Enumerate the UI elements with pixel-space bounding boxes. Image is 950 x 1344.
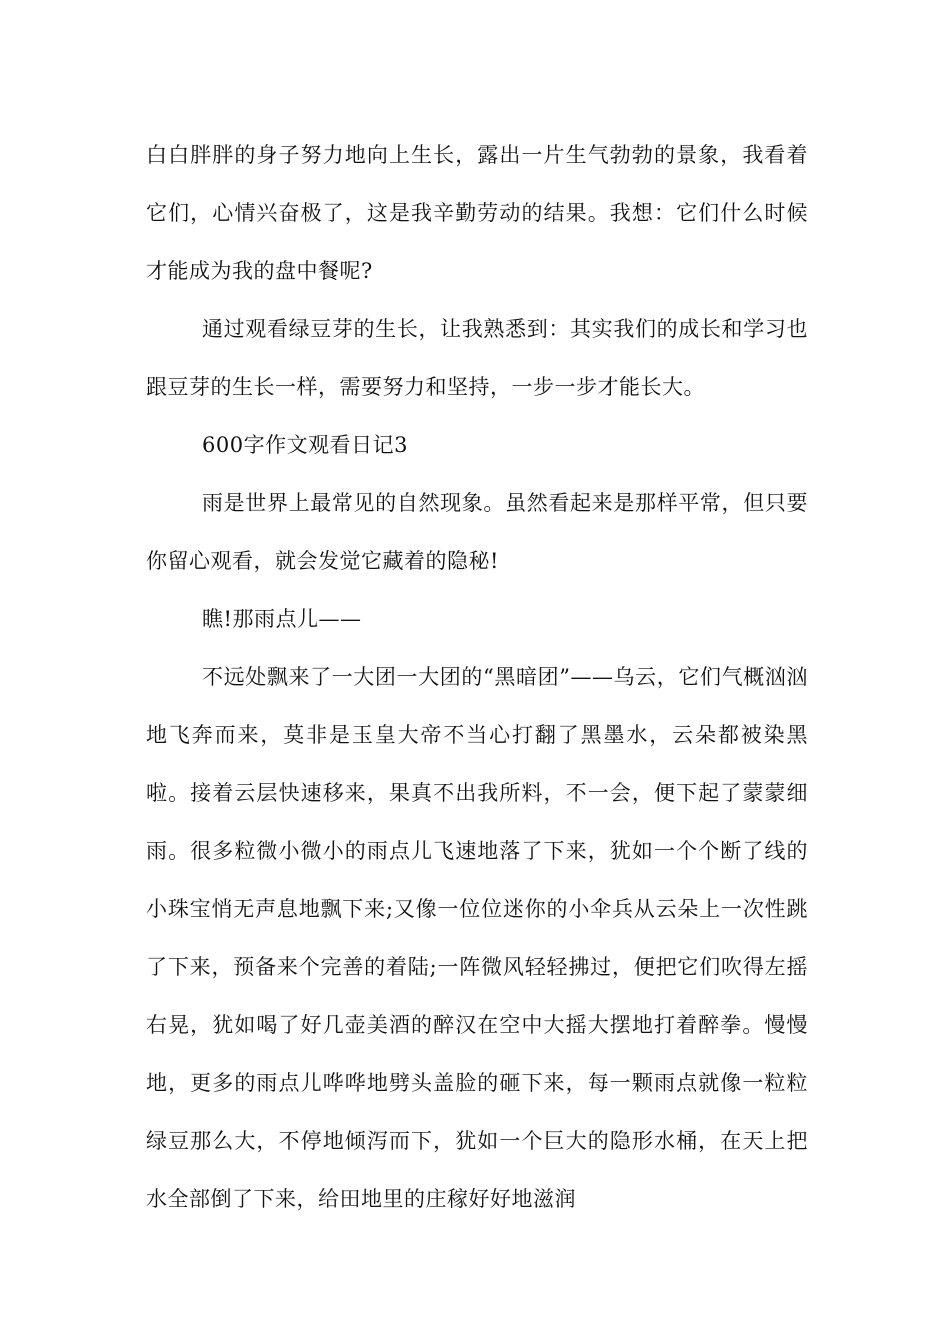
document-body (146, 126, 808, 1228)
paragraph-4: 瞧!那雨点儿—— (202, 607, 362, 631)
paragraph-2: 通过观看绿豆芽的生长，让我熟悉到：其实我们的成长和学习也跟豆芽的生长一样，需要努力和坚持，一步一步才能长大。 (146, 317, 808, 399)
paragraph-5: 不远处飘来了一大团一大团的“黑暗团”——乌云，它们气概汹汹地飞奔而来，莫非是玉皇大帝不当心打翻了黑墨水，云朵都被染黑啦。接着云层快速移来，果真不出我所料，不一会，便下起了蒙蒙细雨。很多粒微小微小的雨点儿飞速地落了下来，犹如一个个断了线的小珠宝悄无声息地飘下来;又像一位位迷你的小伞兵从云朵上一次性跳了下来，预备来个完善的着陆;一阵微风轻轻拂过，便把它们吹得左摇右晃，犹如喝了好几壶美酒的醉汉在空中大摇大摆地打着醉拳。慢慢地，更多的雨点儿哗哗地劈头盖脸的砸下来，每一颗雨点就像一粒粒绿豆那么大，不停地倾泻而下，犹如一个巨大的隐形水桶，在天上把水全部倒了下来，给田地里的庄稼好好地滋润 (146, 665, 808, 1211)
paragraph-3: 雨是世界上最常见的自然现象。虽然看起来是那样平常，但只要你留心观看，就会发觉它藏着的隐秘! (146, 491, 808, 573)
paragraph-1: 白白胖胖的身子努力地向上生长，露出一片生气勃勃的景象，我看着它们，心情兴奋极了，这是我辛勤劳动的结果。我想：它们什么时候才能成为我的盘中餐呢? (146, 143, 808, 283)
section-heading: 600字作文观看日记3 (202, 433, 408, 457)
